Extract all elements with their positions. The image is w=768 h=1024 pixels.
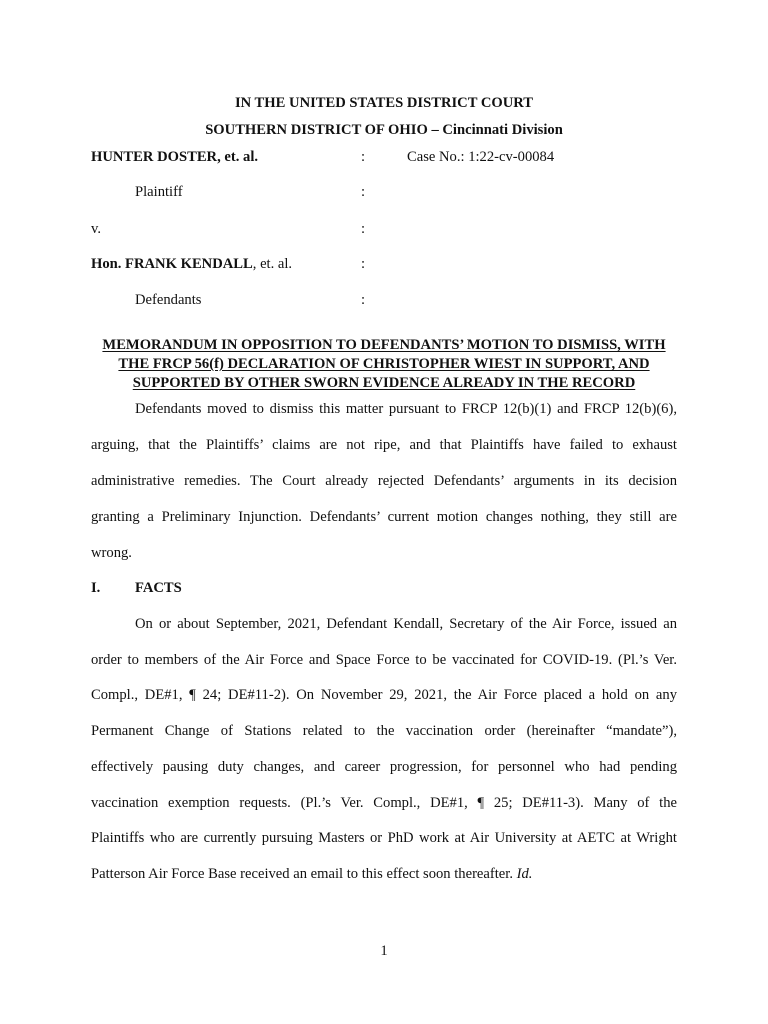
caption-colon: :	[361, 256, 366, 272]
section-heading: FACTS	[135, 580, 182, 596]
facts-line: Compl., DE#1, ¶ 24; DE#11-2). On November 29, 2021, the Air Force placed a hold on any	[91, 687, 677, 703]
plaintiff-label: Plaintiff	[135, 184, 183, 200]
court-district-line: SOUTHERN DISTRICT OF OHIO – Cincinnati Division	[205, 122, 563, 138]
intro-line: wrong.	[91, 545, 132, 561]
facts-line: Permanent Change of Stations related to the vaccination order (hereinafter “mandate”),	[91, 723, 677, 739]
facts-line: Plaintiffs who are currently pursuing Masters or PhD work at Air University at AETC at Wright	[91, 830, 677, 846]
caption-colon: :	[361, 149, 366, 165]
memo-title-line-2: THE FRCP 56(f) DECLARATION OF CHRISTOPHER WIEST IN SUPPORT, AND	[118, 356, 650, 372]
intro-line: granting a Preliminary Injunction. Defendants’ current motion changes nothing, they still are	[91, 509, 677, 525]
facts-last-line-text: Patterson Air Force Base received an email to this effect soon thereafter.	[91, 866, 517, 882]
memo-title-line-3: SUPPORTED BY OTHER SWORN EVIDENCE ALREADY IN THE RECORD	[132, 375, 636, 391]
facts-line: vaccination exemption requests. (Pl.’s Ver. Compl., DE#1, ¶ 25; DE#11-3). Many of the	[91, 795, 677, 811]
intro-line: Defendants moved to dismiss this matter pursuant to FRCP 12(b)(1) and FRCP 12(b)(6),	[135, 401, 677, 417]
defendant-name-suffix: , et. al.	[252, 256, 293, 272]
facts-line: effectively pausing duty changes, and career progression, for personnel who had pending	[91, 759, 677, 775]
memo-title-line-1: MEMORANDUM IN OPPOSITION TO DEFENDANTS’ MOTION TO DISMISS, WITH	[102, 337, 666, 353]
intro-line: arguing, that the Plaintiffs’ claims are not ripe, and that Plaintiffs have failed to exhaust	[91, 437, 677, 453]
plaintiff-name: HUNTER DOSTER, et. al.	[91, 149, 259, 165]
facts-line	[91, 865, 677, 883]
versus-label: v.	[91, 221, 101, 237]
facts-line: order to members of the Air Force and Space Force to be vaccinated for COVID-19. (Pl.’s Ver.	[91, 652, 677, 668]
caption-colon: :	[361, 184, 366, 200]
caption-colon: :	[361, 221, 366, 237]
page-number: 1	[380, 943, 388, 959]
section-number: I.	[91, 580, 101, 596]
defendants-label: Defendants	[135, 292, 202, 308]
facts-line: On or about September, 2021, Defendant Kendall, Secretary of the Air Force, issued an	[135, 616, 677, 632]
defendant-name	[91, 255, 292, 273]
id-citation: Id.	[516, 866, 533, 882]
defendant-name-bold: Hon. FRANK KENDALL	[91, 256, 253, 272]
court-name-line: IN THE UNITED STATES DISTRICT COURT	[234, 95, 534, 111]
caption-colon: :	[361, 292, 366, 308]
intro-line: administrative remedies. The Court already rejected Defendants’ arguments in its decision	[91, 473, 677, 489]
case-number: Case No.: 1:22-cv-00084	[407, 149, 555, 165]
